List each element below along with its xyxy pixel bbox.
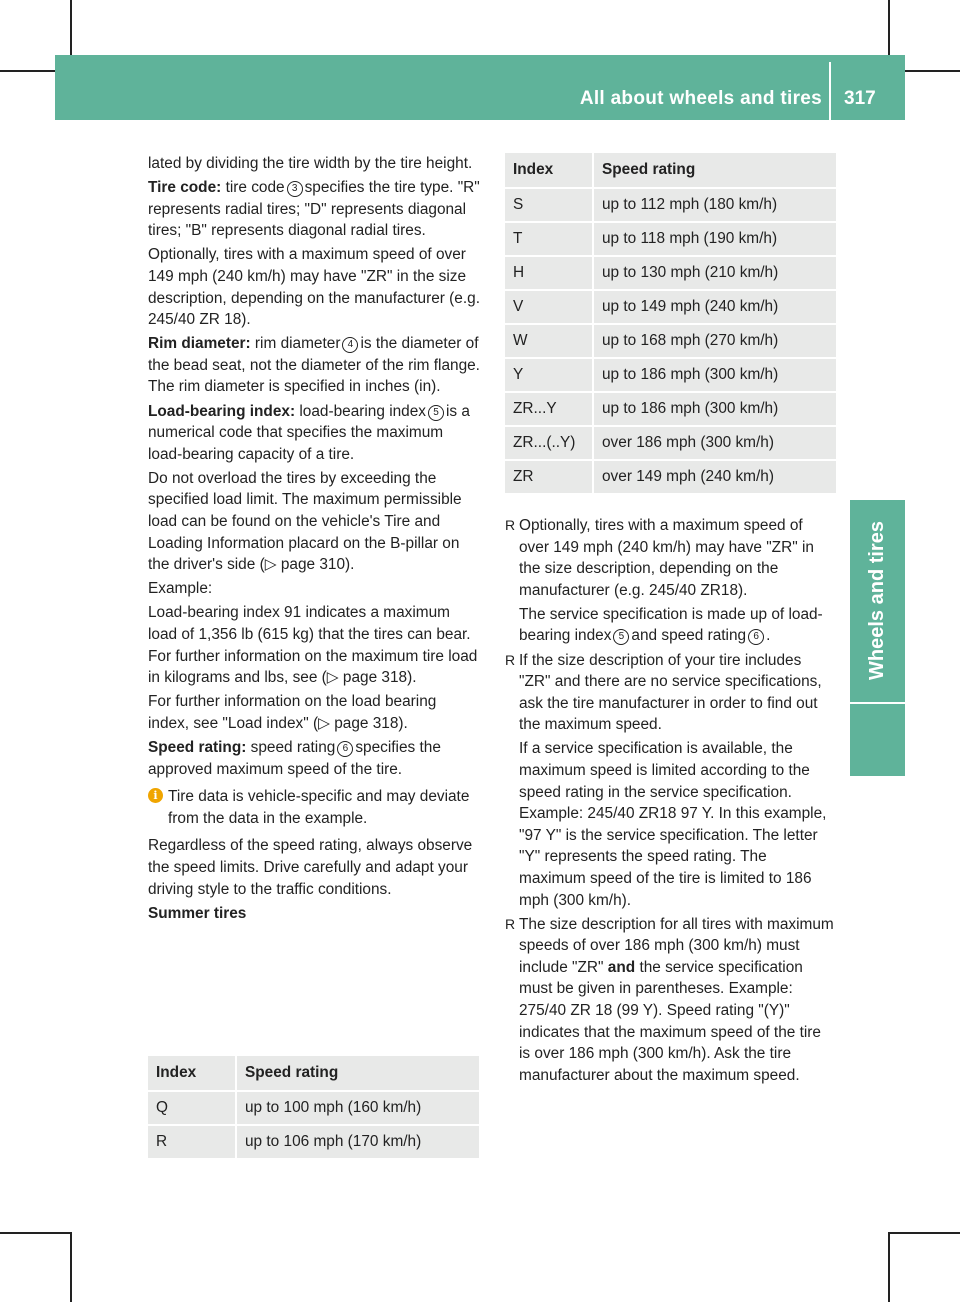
info-icon: i (148, 788, 163, 803)
text: . (766, 627, 771, 645)
text: is the diameter of the bead seat, not the diameter of the rim flange. The rim diameter is specified in inches (in). (148, 335, 480, 396)
callout-number: 3 (287, 181, 303, 197)
index-cell: R (148, 1125, 236, 1158)
paragraph (519, 914, 836, 1087)
list-item (505, 650, 836, 912)
paragraph: lated by dividing the tire width by the tire height. (148, 155, 473, 172)
table-row (505, 256, 836, 290)
index-cell: ZR...Y (505, 392, 593, 426)
index-cell: ZR (505, 460, 593, 493)
text: speed rating (250, 738, 336, 756)
speed-cell: up to 186 mph (300 km/h) (593, 392, 836, 426)
speed-cell: up to 100 mph (160 km/h) (236, 1091, 479, 1125)
paragraph-rim (148, 333, 481, 398)
index-cell: Y (505, 358, 593, 392)
summer-tires-table (148, 1056, 479, 1158)
index-cell: Q (148, 1091, 236, 1125)
table-row (505, 426, 836, 460)
text: Load-bearing index 91 indicates a maximum load of 1,356 lb (615 kg) that the tires can bear. For further information on the maximum tire load in kilograms and lbs, see ( (148, 604, 478, 687)
left-column (148, 153, 481, 924)
speed-rating-table (505, 153, 836, 493)
paragraph: If a service specification is available, the maximum speed is limited according to the speed rating in the service specification. Example: 245/40 ZR18 97 Y. In this example, "97 Y" is the service specification. The letter "Y" represents the speed rating. The maximum speed of the tire is limited to 186 mph (300 km/h). (519, 740, 827, 909)
chapter-title: All about wheels and tires (579, 88, 822, 109)
list-item (505, 515, 836, 647)
text: the service specification must be given in parentheses. Example: 275/40 ZR 18 (99 Y). Speed rating "(Y)" indicates that the maximum speed of the tire is over 186 mph (300 km/h). Ask the tire manufacturer about the maximum speed. (519, 958, 821, 1084)
table-row (505, 392, 836, 426)
speed-cell: over 186 mph (300 km/h) (593, 426, 836, 460)
info-note (148, 786, 481, 829)
text: and speed rating (631, 627, 747, 645)
text: specifies the tire type. "R" represents radial tires; "D" represents diagonal tires; "B" represents diagonal radial tires. (148, 179, 480, 240)
speed-cell: up to 112 mph (180 km/h) (593, 188, 836, 222)
index-cell: H (505, 256, 593, 290)
arrow-icon: ▷ (326, 669, 339, 687)
column-header: Speed rating (602, 161, 696, 179)
speed-cell: up to 106 mph (170 km/h) (236, 1125, 479, 1158)
text: specifies the approved maximum speed of the tire. (148, 738, 441, 778)
paragraph: Regardless of the speed rating, always observe the speed limits. Drive carefully and adapt your driving style to the traffic conditions. (148, 837, 473, 898)
speed-cell: up to 186 mph (300 km/h) (593, 358, 836, 392)
paragraph (148, 602, 481, 688)
table-header-row (148, 1056, 479, 1091)
table-row (505, 290, 836, 324)
column-header: Index (148, 1056, 236, 1091)
text: The service specification is made up of load-bearing index (519, 605, 823, 645)
term-label: Tire code: (148, 179, 222, 197)
page-link[interactable]: page 318 (342, 669, 408, 687)
callout-number: 5 (613, 629, 629, 645)
bullet-list (505, 515, 836, 1086)
callout-number: 6 (748, 629, 764, 645)
arrow-icon: ▷ (318, 714, 330, 732)
column-header: Index (505, 153, 593, 188)
table-header-row (505, 153, 836, 188)
list-item (505, 914, 836, 1087)
paragraph-speed (148, 737, 481, 780)
crop-mark (888, 1232, 960, 1234)
table-row (148, 1125, 479, 1158)
info-text: Tire data is vehicle-specific and may deviate from the data in the example. (168, 788, 470, 827)
paragraph: R Optionally, tires with a maximum speed of over 149 mph (240 km/h) may have "ZR" in the size description, depending on the manufacturer (e.g. 245/40 ZR18). (519, 517, 814, 599)
side-tab-label: Wheels and tires (866, 520, 888, 680)
table-row (148, 1091, 479, 1125)
term-label: Rim diameter: (148, 335, 251, 353)
speed-cell: up to 118 mph (190 km/h) (593, 222, 836, 256)
paragraph (148, 691, 481, 734)
table-row (505, 324, 836, 358)
text: The size description for all tires with maximum speeds of over 186 mph (300 km/h) must include "ZR" (519, 915, 834, 976)
text: Do not overload the tires by exceeding the specified load limit. The maximum permissible load can be found on the vehicle's Tire and Loading Information placard on the B-pillar on the driver's side ( (148, 469, 462, 574)
text: ). (398, 714, 408, 732)
text: ). (407, 669, 417, 687)
text: is a numerical code that specifies the maximum load-bearing capacity of a tire. (148, 402, 470, 463)
text: tire code (225, 179, 285, 197)
emphasis: and (607, 958, 636, 976)
page-link[interactable]: page 318 (334, 714, 399, 732)
crop-mark (888, 1232, 890, 1302)
table-row (505, 188, 836, 222)
callout-number: 4 (342, 337, 358, 353)
column-header: Speed rating (245, 1064, 339, 1081)
speed-cell: up to 149 mph (240 km/h) (593, 290, 836, 324)
term-label: Load-bearing index: (148, 402, 296, 420)
text: For further information on the load bearing index, see "Load index" ( (148, 693, 437, 732)
summer-tires-table-wrap (148, 1056, 479, 1158)
index-cell: W (505, 324, 593, 358)
arrow-icon: ▷ (264, 556, 277, 574)
page-link[interactable]: page 310 (280, 556, 346, 574)
paragraph-load (148, 401, 481, 466)
paragraph: Example: (148, 580, 213, 598)
paragraph (148, 468, 481, 576)
right-column (505, 153, 836, 1089)
summer-tires-heading: Summer tires (148, 904, 247, 922)
side-tab-label-wrap (850, 500, 905, 700)
paragraph: Optionally, tires with a maximum speed of over 149 mph (240 km/h) may have "ZR" in the size description, depending on the manufacturer (e.g. 245/40 ZR 18). (148, 246, 480, 329)
page-number: 317 (844, 88, 876, 109)
paragraph-tire-code (148, 177, 481, 242)
speed-cell: over 149 mph (240 km/h) (593, 460, 836, 493)
text: ). (345, 556, 355, 574)
index-cell: V (505, 290, 593, 324)
index-cell: T (505, 222, 593, 256)
table-row (505, 358, 836, 392)
header-divider (829, 62, 831, 120)
crop-mark (0, 1232, 70, 1234)
index-cell: ZR...(..Y) (505, 426, 593, 460)
text: rim diameter (254, 335, 341, 353)
text: load-bearing index (299, 402, 426, 420)
speed-cell: up to 130 mph (210 km/h) (593, 256, 836, 290)
paragraph (519, 604, 836, 647)
crop-mark (70, 1232, 72, 1302)
paragraph: R If the size description of your tire includes "ZR" and there are no service specifications, ask the tire manufacturer in order to find out the maximum speed. (519, 651, 822, 734)
side-tab-divider (850, 702, 905, 704)
table-row (505, 460, 836, 493)
index-cell: S (505, 188, 593, 222)
callout-number: 5 (428, 405, 444, 421)
table-row (505, 222, 836, 256)
callout-number: 6 (337, 741, 353, 757)
speed-cell: up to 168 mph (270 km/h) (593, 324, 836, 358)
term-label: Speed rating: (148, 738, 247, 756)
